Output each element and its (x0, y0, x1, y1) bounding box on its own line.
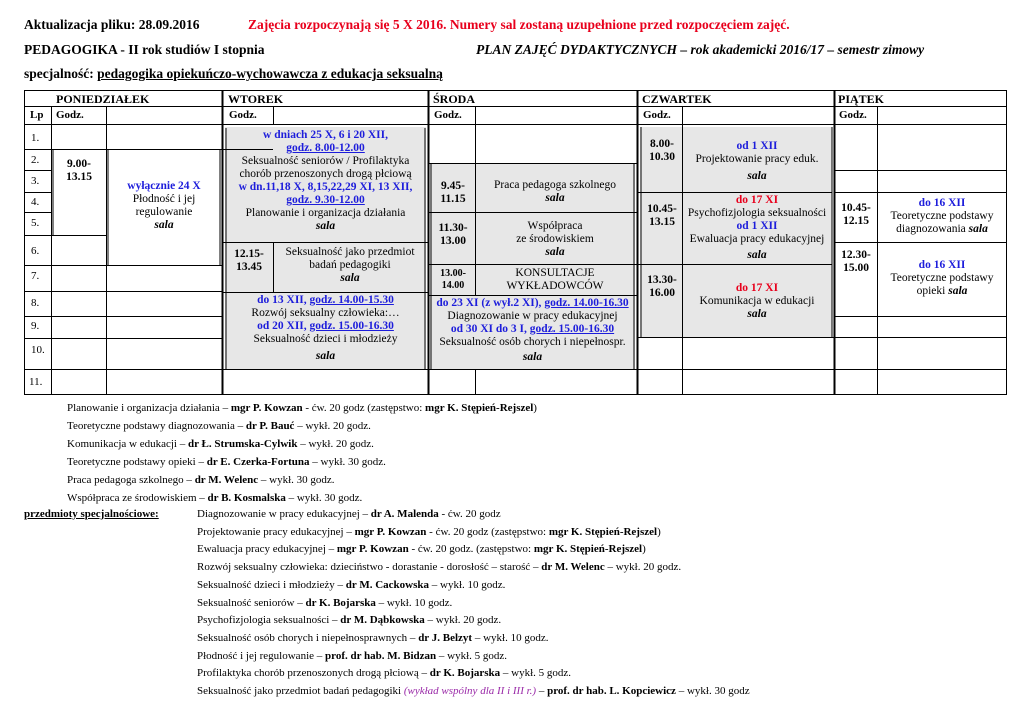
spec-subjects-label: przedmioty specjalnościowe: (24, 508, 159, 520)
thursday-b1-dates: od 1 XII (736, 140, 778, 152)
row-number: 8. (31, 297, 40, 309)
godz-header-wednesday: Godz. (434, 109, 462, 121)
spec-legend-line-7: Seksualność osób chorych i niepełnosprawnych – dr J. Belzyt – wykł. 10 godz. (197, 631, 549, 644)
thursday-b2-dates-b: od 1 XII (736, 220, 778, 232)
tuesday-class-3 (276, 246, 424, 285)
wednesday-class-1 (478, 179, 632, 205)
plan-title: PLAN ZAJĘĆ DYDAKTYCZNYCH – rok akademicki 2016/17 – semestr zimowy (476, 42, 925, 57)
tuesday-b4-time: godz. 14.00-15.30 (309, 294, 394, 306)
thursday-b1-time: 8.00- 10.30 (649, 138, 675, 163)
thursday-b1-room: sala (747, 170, 767, 182)
friday-b2-dates: do 16 XII (918, 259, 966, 271)
thursday-b3-subject: Komunikacja w edukacji (699, 295, 815, 307)
tuesday-b4-subject: Rozwój seksualny człowieka:… (251, 307, 400, 319)
update-date: Aktualizacja pliku: 28.09.2016 (24, 17, 200, 32)
thursday-class-1 (684, 140, 830, 183)
tuesday-class-1 (227, 129, 424, 233)
thursday-b2-dates-a: do 17 XI (735, 194, 779, 206)
wednesday-b4-time: godz. 14.00-16.30 (544, 297, 629, 309)
thursday-b3-dates: do 17 XI (735, 282, 779, 294)
legend-line-kopciewicz: Seksualność jako przedmiot badań pedagogiki (wykład wspólny dla II i III r.) – prof. dr hab. L. Kopciewicz – wykł. 30 godz (197, 685, 750, 697)
godz-header-tuesday: Godz. (229, 109, 257, 121)
day-monday: PONIEDZIAŁEK (56, 92, 150, 106)
wednesday-b2-time: 11.30- 13.00 (438, 222, 468, 247)
tuesday-b3-room: sala (340, 272, 360, 284)
row-number: 11. (29, 376, 43, 388)
wednesday-b5-room: sala (522, 351, 543, 363)
tuesday-b1-dates: w dniach 25 X, 6 i 20 XII, (263, 129, 388, 141)
tuesday-b5-subject: Seksualność dzieci i młodzieży (253, 333, 398, 345)
wednesday-b5-dates: od 30 XI do 3 I, (450, 323, 527, 335)
godz-header-monday: Godz. (56, 109, 84, 121)
wednesday-b5-time: godz. 15.00-16.30 (529, 323, 615, 335)
row-number: 3. (31, 175, 40, 187)
spec-legend-line-2: Ewaluacja pracy edukacyjnej – mgr P. Kowzan - ćw. 20 godz. (zastępstwo: mgr K. Stępień-Rejszel) (197, 543, 646, 556)
legend-line-4: Praca pedagoga szkolnego – dr M. Welenc – wykł. 30 godz. (67, 474, 335, 486)
tuesday-b1-subject: Seksualność seniorów / Profilaktyka chorób przenoszonych drogą płciową (239, 155, 412, 180)
spec-legend-line-0: Diagnozowanie w pracy edukacyjnej – dr A. Malenda - ćw. 20 godz (197, 508, 501, 520)
row-number: 7. (31, 270, 40, 282)
thursday-class-3 (684, 282, 830, 321)
specialization-value: pedagogika opiekuńczo-wychowawcza z edukacja seksualną (97, 66, 443, 81)
day-wednesday: ŚRODA (433, 92, 476, 106)
godz-header-friday: Godz. (839, 109, 867, 121)
wednesday-b2-subject: Współpraca ze środowiskiem (516, 220, 594, 245)
row-number: 1. (31, 132, 40, 144)
row-number: 5. (31, 217, 40, 229)
spec-legend-line-8: Płodność i jej regulowanie – prof. dr hab. M. Bidzan – wykł. 5 godz. (197, 649, 508, 662)
thursday-b1-subject: Projektowanie pracy eduk. (695, 153, 819, 165)
monday-room: sala (154, 219, 174, 231)
monday-class (109, 180, 219, 232)
tuesday-b2-dates: w dn.11,18 X, 8,15,22,29 XI, 13 XII, (238, 181, 413, 193)
friday-b1-time: 10.45- 12.15 (841, 202, 871, 227)
thursday-class-2 (684, 194, 830, 262)
start-notice: Zajęcia rozpoczynają się 5 X 2016. Numery sal zostaną uzupełnione przed rozpoczęciem zajęć. (248, 17, 790, 32)
tuesday-b2-subject: Planowanie i organizacja działania (245, 207, 406, 219)
day-friday: PIĄTEK (838, 92, 885, 106)
wednesday-b4-dates: do 23 XI (z wył.2 XI), (436, 297, 542, 309)
friday-class-1 (879, 197, 1005, 236)
wednesday-b2-room: sala (545, 246, 565, 258)
friday-b1-room: sala (968, 223, 988, 235)
legend-line-3: Teoretyczne podstawy opieki – dr E. Czerka-Fortuna – wykł. 30 godz. (67, 456, 386, 468)
legend-line-1: Teoretyczne podstawy diagnozowania – dr P. Bauć – wykł. 20 godz. (67, 420, 371, 432)
row-number: 6. (31, 245, 40, 257)
thursday-b2-time: 10.45- 13.15 (647, 203, 677, 228)
spec-legend-line-9: Profilaktyka chorób przenoszonych drogą płciową – dr K. Bojarska – wykł. 5 godz. (197, 667, 572, 680)
spec-legend-line-5: Seksualność seniorów – dr K. Bojarska – wykł. 10 godz. (197, 596, 453, 609)
wednesday-class-2 (478, 220, 632, 259)
thursday-b2-subject-b: Ewaluacja pracy edukacyjnej (689, 233, 825, 245)
program-title: PEDAGOGIKA - II rok studiów I stopnia (24, 42, 265, 57)
tuesday-b3-time: 12.15- 13.45 (234, 248, 264, 273)
tuesday-b1-time: godz. 8.00-12.00 (286, 142, 365, 154)
wednesday-b5-subject: Seksualność osób chorych i niepełnospr. (439, 336, 626, 348)
tuesday-b3-subject: Seksualność jako przedmiot badań pedagogiki (285, 246, 415, 271)
monday-date-note: wyłącznie 24 X (127, 180, 201, 192)
thursday-b3-time: 13.30- 16.00 (647, 274, 677, 299)
friday-b1-subject: Teoretyczne podstawy diagnozowania sala (890, 210, 994, 235)
spec-legend-line-1: Projektowanie pracy edukacyjnej – mgr P. Kowzan - ćw. 20 godz (zastępstwo: mgr K. Stępień-Rejszel) (197, 525, 661, 538)
friday-class-2 (879, 259, 1005, 298)
day-tuesday: WTOREK (228, 92, 284, 106)
spec-legend-line-6: Psychofizjologia seksualności – dr M. Dąbkowska – wykł. 20 godz. (197, 614, 502, 627)
monday-subject: Płodność i jej regulowanie (132, 193, 196, 218)
tuesday-b4-dates: do 13 XII, (257, 294, 307, 306)
wednesday-b1-subject: Praca pedagoga szkolnego (494, 179, 616, 191)
tuesday-class-4 (227, 294, 424, 363)
wednesday-class-4 (430, 297, 635, 364)
tuesday-b5-dates: od 20 XII, (257, 320, 307, 332)
tuesday-b5-room: sala (315, 350, 336, 362)
tuesday-b5-time: godz. 15.00-16.30 (309, 320, 394, 332)
godz-header-thursday: Godz. (643, 109, 671, 121)
row-number: 9. (31, 320, 40, 332)
spec-legend-line-4: Seksualność dzieci i młodzieży – dr M. Cackowska – wykł. 10 godz. (197, 578, 506, 591)
legend-line-2: Komunikacja w edukacji – dr Ł. Strumska-Cylwik – wykł. 20 godz. (67, 438, 374, 450)
wednesday-b3-time: 13.00- 14.00 (440, 268, 466, 291)
row-number: 4. (31, 196, 40, 208)
friday-b2-room: sala (948, 285, 968, 297)
friday-b2-subject: Teoretyczne podstawy opieki sala (890, 272, 994, 297)
monday-time: 9.00- 13.15 (66, 158, 92, 183)
friday-b1-dates: do 16 XII (918, 197, 966, 209)
legend-line-5: Współpraca ze środowiskiem – dr B. Kosmalska – wykł. 30 godz. (67, 492, 363, 504)
spec-legend-line-3: Rozwój seksualny człowieka: dzieciństwo - dorastanie - dorosłość – starość – dr M. Welenc – wykł. 20 godz. (197, 561, 682, 574)
thursday-b2-subject-a: Psychofizjologia seksualności (687, 207, 827, 219)
wednesday-b3-subject: KONSULTACJE WYKŁADOWCÓW (506, 267, 604, 292)
tuesday-b2-time: godz. 9.30-12.00 (286, 194, 365, 206)
wednesday-b1-room: sala (545, 192, 565, 204)
thursday-b2-room: sala (747, 249, 767, 261)
row-number: 10. (31, 344, 45, 356)
wednesday-b1-time: 9.45- 11.15 (440, 180, 466, 205)
wednesday-b4-subject: Diagnozowanie w pracy edukacyjnej (447, 310, 618, 322)
friday-b2-time: 12.30- 15.00 (841, 249, 871, 274)
row-number: 2. (31, 154, 40, 166)
lp-header: Lp (30, 109, 44, 121)
legend-line-0: Planowanie i organizacja działania – mgr P. Kowzan - ćw. 20 godz (zastępstwo: mgr K. Stępień-Rejszel) (67, 402, 537, 414)
thursday-b3-room: sala (747, 308, 767, 320)
specialization-label: specjalność: (24, 66, 94, 81)
day-thursday: CZWARTEK (642, 92, 712, 106)
tuesday-b2-room: sala (315, 220, 336, 232)
